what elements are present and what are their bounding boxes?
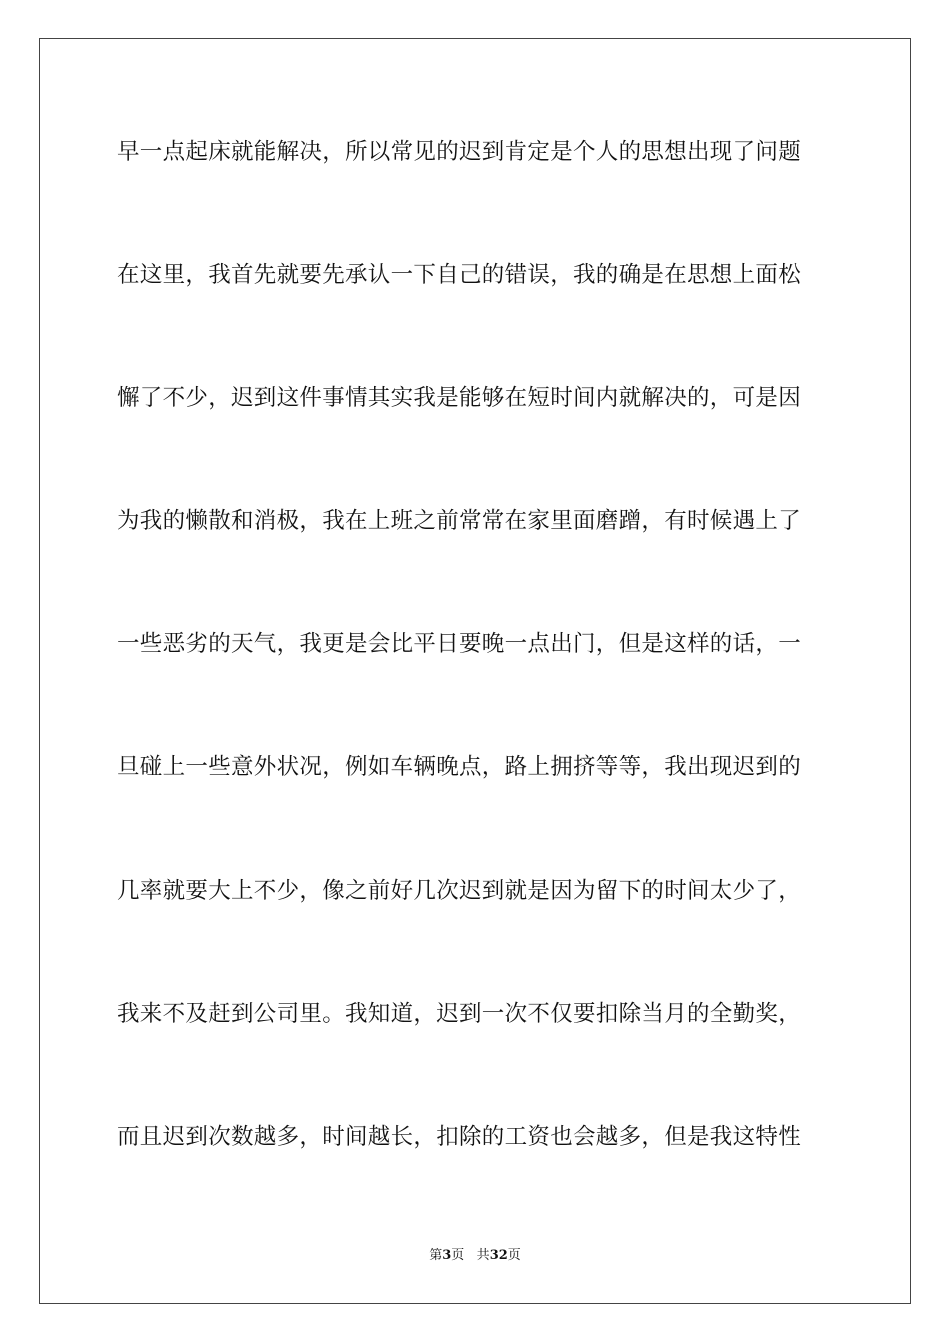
total-pages-suffix: 页 (507, 1248, 521, 1263)
total-pages-prefix: 共 (476, 1248, 490, 1263)
body-text-line: 我来不及赶到公司里。我知道，迟到一次不仅要扣除当月的全勤奖， (117, 1001, 802, 1027)
body-text-line: 旦碰上一些意外状况，例如车辆晚点，路上拥挤等等，我出现迟到的 (117, 754, 802, 780)
body-text-line: 而且迟到次数越多，时间越长，扣除的工资也会越多，但是我这特性 (117, 1124, 802, 1150)
total-page-count: 32 (489, 1248, 508, 1263)
page-footer (0, 1247, 950, 1265)
body-text-line: 在这里，我首先就要先承认一下自己的错误，我的确是在思想上面松 (117, 262, 802, 288)
body-text-line: 一些恶劣的天气，我更是会比平日要晚一点出门，但是这样的话，一 (117, 631, 802, 657)
body-text-line: 几率就要大上不少，像之前好几次迟到就是因为留下的时间太少了， (117, 878, 802, 904)
body-text-line: 懈了不少，迟到这件事情其实我是能够在短时间内就解决的，可是因 (117, 385, 802, 411)
current-page-number: 3 (442, 1248, 452, 1263)
body-text-line: 为我的懒散和消极，我在上班之前常常在家里面磨蹭，有时候遇上了 (117, 508, 802, 534)
page-border (39, 38, 911, 1304)
body-text-line: 早一点起床就能解决，所以常见的迟到肯定是个人的思想出现了问题 (117, 139, 802, 165)
page-number-prefix: 第 (429, 1248, 443, 1263)
page-number-suffix: 页 (451, 1248, 465, 1263)
